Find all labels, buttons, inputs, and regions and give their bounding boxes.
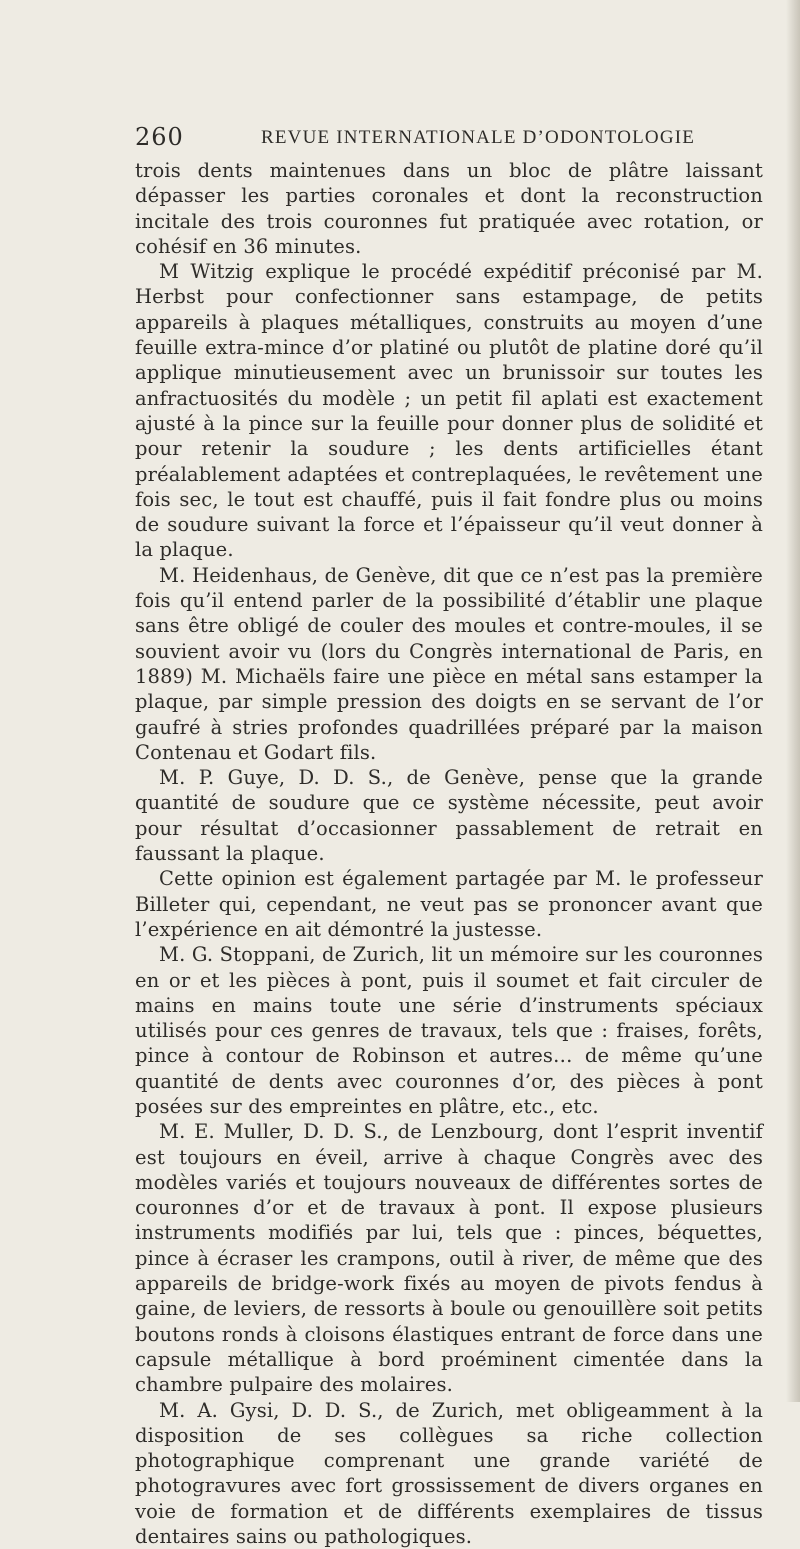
paragraph-guye: M. P. Guye, D. D. S., de Genève, pense que la grande quantité de soudure que ce système nécessite, peut avoir pour résultat d’occasionner passablement de retrait en faussant la plaque. [135, 766, 763, 866]
paragraph-billeter: Cette opinion est également partagée par M. le professeur Billeter qui, cependant, ne veut pas se prononcer avant que l’expérience en ait démontré la justesse. [135, 867, 763, 941]
paragraph-heidenhaus: M. Heidenhaus, de Genève, dit que ce n’est pas la première fois qu’il entend parler de la possibilité d’établir une plaque sans être obligé de couler des moules et contre-moules, il se souvient avoir vu (lors du Congrès international de Paris, en 1889) M. Michaëls faire une pièce en métal sans estamper la plaque, par simple pression des doigts en se servant de l’or gaufré à stries profondes quadrillées préparé par la maison Contenau et Godart fils. [135, 563, 763, 764]
paragraph-stoppani: M. G. Stoppani, de Zurich, lit un mémoire sur les couronnes en or et les pièces à pont, puis il soumet et fait circuler de mains en mains toute une série d’instruments spéciaux utilisés pour ces genres de travaux, tels que : fraises, forêts, pince à contour de Robinson et autres… de même qu’une quantité de dents avec couronnes d’or, des pièces à pont posées sur des empreintes en plâtre, etc., etc. [135, 943, 763, 1118]
page-edge-shadow [786, 0, 800, 1402]
running-title: REVUE INTERNATIONALE D’ODONTOLOGIE [261, 127, 696, 148]
paragraph-continuation: trois dents maintenues dans un bloc de plâtre laissant dépasser les parties coronales et dont la reconstruction incitale des trois couronnes fut pratiquée avec rotation, or cohésif en 36 minutes. [135, 159, 763, 258]
paragraph-gysi: M. A. Gysi, D. D. S., de Zurich, met obligeamment à la disposition de ses collègues sa riche collection photographique comprenant une grande variété de photogravures avec fort grossissement de divers organes en voie de formation et de différents exemplaires de tissus dentaires sains ou pathologiques. [135, 1398, 763, 1549]
page-number: 260 [135, 123, 184, 151]
page-header [135, 123, 770, 153]
paragraph-muller: M. E. Muller, D. D. S., de Lenzbourg, dont l’esprit inventif est toujours en éveil, arrive à chaque Congrès avec des modèles variés et toujours nouveaux de différentes sortes de couronnes d’or et de travaux à pont. Il expose plusieurs instruments modifiés par lui, tels que : pinces, béquettes, pince à écraser les crampons, outil à river, de même que des appareils de bridge-work fixés au moyen de pivots fendus à gaine, de leviers, de ressorts à boule ou genouillère soit petits boutons ronds à cloisons élastiques entrant de force dans une capsule métallique à bord proéminent cimentée dans la chambre pulpaire des molaires. [135, 1120, 763, 1397]
body-text [135, 158, 763, 1549]
paragraph-witzig: M Witzig explique le procédé expéditif préconisé par M. Herbst pour confectionner sans estampage, de petits appareils à plaques métalliques, construits au moyen d’une feuille extra-mince d’or platiné ou plutôt de platine doré qu’il applique minutieusement avec un brunissoir sur toutes les anfractuosités du modèle ; un petit fil aplati est exactement ajusté à la pince sur la feuille pour donner plus de solidité et pour retenir la soudure ; les dents artificielles étant préalablement adaptées et contreplaquées, le revêtement une fois sec, le tout est chauffé, puis il fait fondre plus ou moins de soudure suivant la force et l’épaisseur qu’il veut donner à la plaque. [135, 260, 763, 562]
